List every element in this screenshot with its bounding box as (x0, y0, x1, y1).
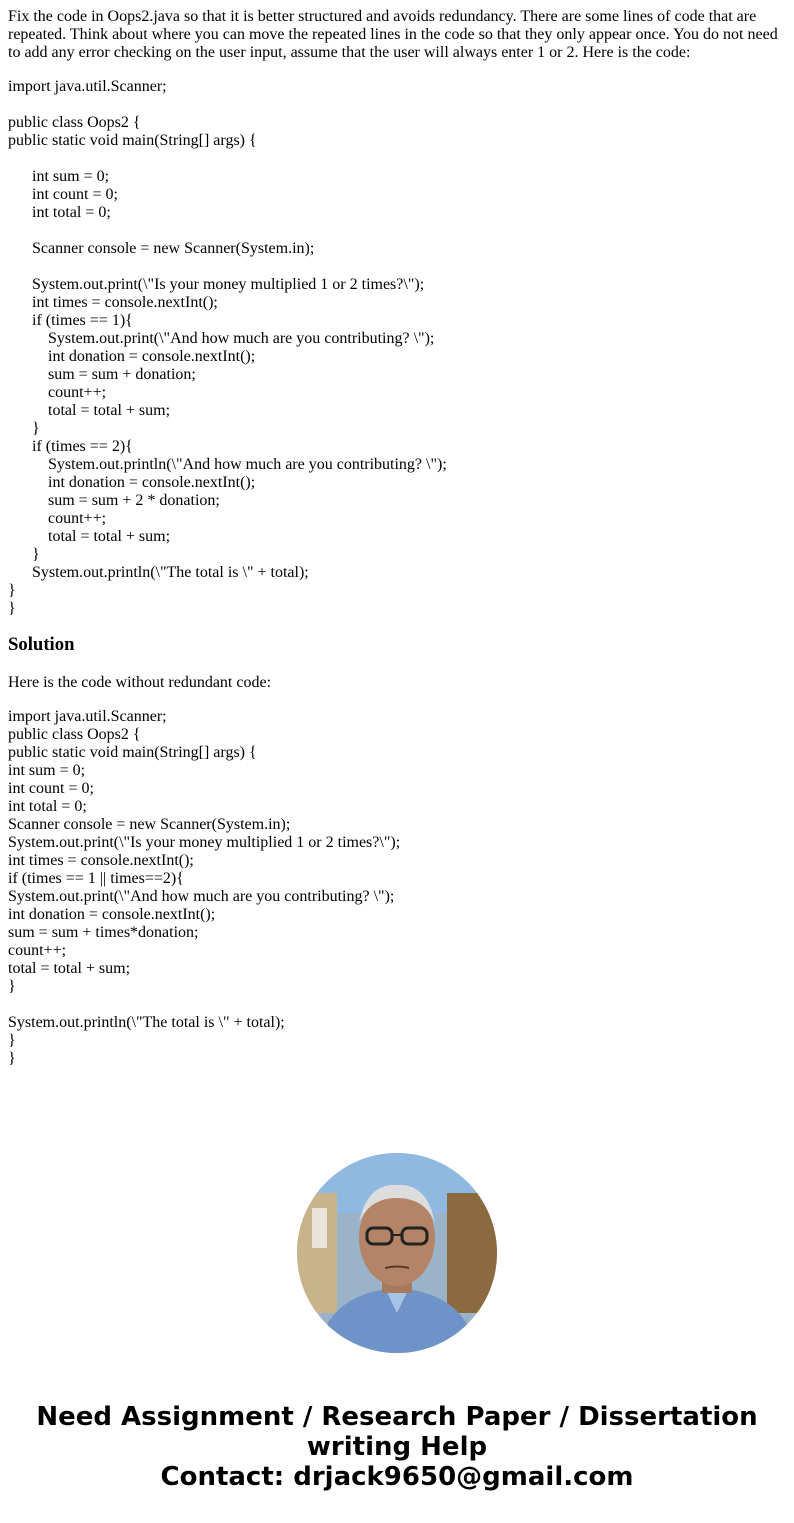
code-line: System.out.print(\"Is your money multiplied 1 or 2 times?\"); (8, 276, 425, 293)
code-line: if (times == 1 || times==2){ (8, 870, 184, 887)
code-line: } (8, 1032, 16, 1049)
code-line: int count = 0; (8, 186, 118, 203)
code-line: public class Oops2 { (8, 726, 141, 743)
code-line: System.out.println(\"And how much are you contributing? \"); (8, 456, 447, 473)
code-line (8, 150, 786, 168)
code-line: } (8, 600, 16, 617)
code-line: int donation = console.nextInt(); (8, 906, 216, 923)
code-line: int sum = 0; (8, 168, 110, 185)
banner-line-1: Need Assignment / Research Paper / Dissertation (36, 1402, 758, 1432)
code-line: Scanner console = new Scanner(System.in); (8, 816, 291, 833)
code-line: Scanner console = new Scanner(System.in); (8, 240, 315, 257)
code-line: System.out.print(\"And how much are you contributing? \"); (8, 888, 395, 905)
question-text: Fix the code in Oops2.java so that it is better structured and avoids redundancy. There are some lines of code that are repeated. Think about where you can move the repeated lines in the code so that they only appear once. You do not need to add any error checking on the user input, assume that the user will always enter 1 or 2. Here is the code: (8, 8, 778, 61)
banner-contact-line: Contact: drjack9650@gmail.com (160, 1462, 634, 1492)
banner-line-2: writing Help (306, 1432, 488, 1462)
code-line: } (8, 546, 40, 563)
code-line: if (times == 1){ (8, 312, 133, 329)
contact-banner (0, 1402, 794, 1492)
code-line: public static void main(String[] args) { (8, 132, 257, 149)
code-line: public static void main(String[] args) { (8, 744, 257, 761)
solution-heading: Solution (8, 634, 75, 655)
code-line (8, 996, 786, 1014)
solution-code-block (8, 708, 786, 1068)
code-line: int count = 0; (8, 780, 94, 797)
code-line: int donation = console.nextInt(); (8, 348, 256, 365)
code-line (8, 96, 786, 114)
solution-intro: Here is the code without redundant code: (8, 674, 272, 691)
code-line: import java.util.Scanner; (8, 78, 167, 95)
original-code-block (8, 78, 786, 618)
code-line: import java.util.Scanner; (8, 708, 167, 725)
author-photo (297, 1153, 497, 1353)
code-line: int total = 0; (8, 204, 111, 221)
code-line: int donation = console.nextInt(); (8, 474, 256, 491)
code-line: } (8, 978, 16, 995)
code-line: total = total + sum; (8, 528, 171, 545)
code-line (8, 258, 786, 276)
code-line: System.out.println(\"The total is \" + total); (8, 564, 309, 581)
code-line: } (8, 420, 40, 437)
code-line: total = total + sum; (8, 960, 131, 977)
code-line: int total = 0; (8, 798, 87, 815)
code-line: System.out.println(\"The total is \" + total); (8, 1014, 285, 1031)
document-body (8, 8, 786, 1068)
code-line: sum = sum + 2 * donation; (8, 492, 220, 509)
code-line: total = total + sum; (8, 402, 171, 419)
code-line (8, 222, 786, 240)
code-line: } (8, 582, 16, 599)
code-line: System.out.print(\"Is your money multiplied 1 or 2 times?\"); (8, 834, 401, 851)
code-line: count++; (8, 384, 107, 401)
code-line: count++; (8, 510, 107, 527)
code-line: count++; (8, 942, 67, 959)
code-line: sum = sum + donation; (8, 366, 196, 383)
code-line: int times = console.nextInt(); (8, 852, 194, 869)
code-line: sum = sum + times*donation; (8, 924, 199, 941)
code-line: public class Oops2 { (8, 114, 141, 131)
code-line: int sum = 0; (8, 762, 86, 779)
code-line: } (8, 1050, 16, 1067)
code-line: int times = console.nextInt(); (8, 294, 218, 311)
code-line: System.out.print(\"And how much are you contributing? \"); (8, 330, 435, 347)
code-line: if (times == 2){ (8, 438, 133, 455)
